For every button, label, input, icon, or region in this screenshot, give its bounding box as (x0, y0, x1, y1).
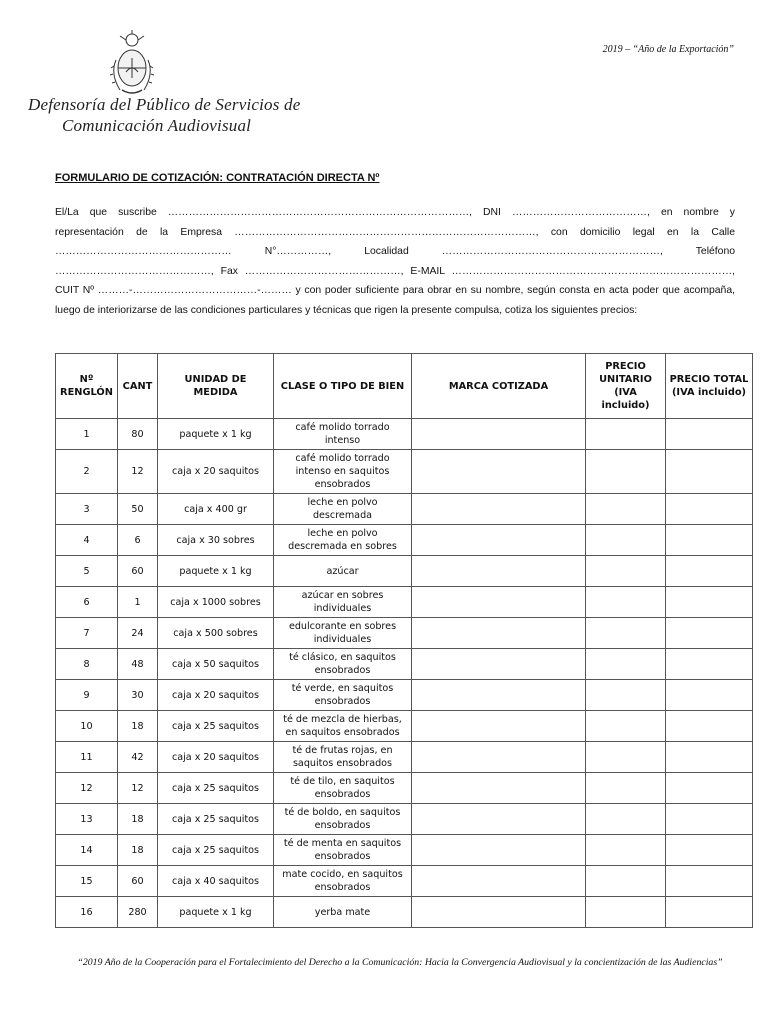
cell-renglon: 16 (56, 897, 118, 928)
cell-clase: mate cocido, en saquitos ensobrados (274, 866, 412, 897)
table-row (56, 618, 753, 649)
cell-cant: 42 (118, 742, 158, 773)
cell-renglon: 12 (56, 773, 118, 804)
cell-renglon: 15 (56, 866, 118, 897)
table-row (56, 587, 753, 618)
cell-marca-input[interactable] (412, 618, 586, 649)
table-row (56, 711, 753, 742)
cell-clase: café molido torrado intenso (274, 419, 412, 450)
organization-name-line1: Defensoría del Público de Servicios de (28, 95, 301, 114)
cell-cant: 18 (118, 804, 158, 835)
cell-precio-unitario-input[interactable] (586, 711, 666, 742)
table-header-row (56, 354, 753, 419)
cell-unidad: caja x 20 saquitos (158, 450, 274, 494)
cell-precio-total-input[interactable] (666, 866, 753, 897)
cell-unidad: caja x 50 saquitos (158, 649, 274, 680)
cell-clase: té de tilo, en saquitos ensobrados (274, 773, 412, 804)
cell-unidad: caja x 30 sobres (158, 525, 274, 556)
table-row (56, 494, 753, 525)
cell-renglon: 10 (56, 711, 118, 742)
cell-cant: 60 (118, 556, 158, 587)
cell-cant: 12 (118, 450, 158, 494)
cell-marca-input[interactable] (412, 866, 586, 897)
cell-renglon: 6 (56, 587, 118, 618)
cell-precio-total-input[interactable] (666, 587, 753, 618)
table-row (56, 680, 753, 711)
table-row (56, 649, 753, 680)
cell-renglon: 14 (56, 835, 118, 866)
cell-unidad: paquete x 1 kg (158, 419, 274, 450)
cell-precio-unitario-input[interactable] (586, 618, 666, 649)
cell-renglon: 7 (56, 618, 118, 649)
cell-precio-total-input[interactable] (666, 525, 753, 556)
cell-marca-input[interactable] (412, 742, 586, 773)
cell-marca-input[interactable] (412, 711, 586, 742)
cell-precio-unitario-input[interactable] (586, 866, 666, 897)
cell-cant: 30 (118, 680, 158, 711)
table-row (56, 866, 753, 897)
cell-precio-total-input[interactable] (666, 556, 753, 587)
footer-motto: “2019 Año de la Cooperación para el Fortalecimiento del Derecho a la Comunicación: Hacia la Convergencia Audiovisual y la concientización de las Audiencias” (77, 957, 723, 968)
cell-marca-input[interactable] (412, 680, 586, 711)
cell-precio-total-input[interactable] (666, 494, 753, 525)
cell-unidad: caja x 25 saquitos (158, 711, 274, 742)
header-unidad: UNIDAD DE MEDIDA (158, 354, 274, 419)
cell-unidad: paquete x 1 kg (158, 556, 274, 587)
cell-precio-total-input[interactable] (666, 773, 753, 804)
cell-marca-input[interactable] (412, 525, 586, 556)
table-row (56, 804, 753, 835)
cell-cant: 280 (118, 897, 158, 928)
cell-cant: 1 (118, 587, 158, 618)
cell-clase: té de boldo, en saquitos ensobrados (274, 804, 412, 835)
year-motto: 2019 – “Año de la Exportación” (602, 44, 734, 55)
cell-precio-unitario-input[interactable] (586, 556, 666, 587)
cell-precio-unitario-input[interactable] (586, 773, 666, 804)
cell-cant: 18 (118, 711, 158, 742)
cell-unidad: caja x 25 saquitos (158, 804, 274, 835)
cell-marca-input[interactable] (412, 587, 586, 618)
declaration-paragraph: El/La que suscribe ……………………………………………………………………………, DNI …………………………………, en nombre y representación de la Empresa ……………………………………………………………………………, con domicilio legal en la Calle …………………………………………… N°……………, Localidad ………………………………………………………, Teléfono ………………………………………, Fax ………………………………………, E-MAIL ………………………………………………………………………, CUIT Nº ………-………………………………-……… y con poder suficiente para obrar en su nombre, según consta en acta poder que acompaña, luego de interiorizarse de las condiciones particulares y técnicas que rigen la presente compulsa, cotiza los siguientes precios: (55, 207, 735, 316)
cell-precio-total-input[interactable] (666, 680, 753, 711)
cell-precio-unitario-input[interactable] (586, 680, 666, 711)
cell-clase: té clásico, en saquitos ensobrados (274, 649, 412, 680)
cell-precio-unitario-input[interactable] (586, 804, 666, 835)
table-row (56, 897, 753, 928)
cell-renglon: 2 (56, 450, 118, 494)
cell-cant: 6 (118, 525, 158, 556)
table-row (56, 556, 753, 587)
cell-renglon: 4 (56, 525, 118, 556)
cell-marca-input[interactable] (412, 773, 586, 804)
cell-unidad: caja x 25 saquitos (158, 773, 274, 804)
cell-clase: azúcar (274, 556, 412, 587)
cell-clase: té verde, en saquitos ensobrados (274, 680, 412, 711)
form-title: FORMULARIO DE COTIZACIÓN: CONTRATACIÓN DIRECTA Nº (55, 172, 380, 184)
cell-cant: 50 (118, 494, 158, 525)
cell-precio-unitario-input[interactable] (586, 419, 666, 450)
cell-clase: té de menta en saquitos ensobrados (274, 835, 412, 866)
cell-clase: leche en polvo descremada (274, 494, 412, 525)
organization-name (28, 94, 300, 136)
cell-renglon: 13 (56, 804, 118, 835)
cell-precio-total-input[interactable] (666, 419, 753, 450)
cell-cant: 18 (118, 835, 158, 866)
cell-unidad: caja x 20 saquitos (158, 742, 274, 773)
cell-clase: edulcorante en sobres individuales (274, 618, 412, 649)
cell-clase: yerba mate (274, 897, 412, 928)
cell-unidad: caja x 20 saquitos (158, 680, 274, 711)
cell-cant: 12 (118, 773, 158, 804)
cell-renglon: 3 (56, 494, 118, 525)
organization-name-line2: Comunicación Audiovisual (62, 116, 252, 135)
cell-precio-total-input[interactable] (666, 711, 753, 742)
header-cant: CANT (118, 354, 158, 419)
cell-unidad: paquete x 1 kg (158, 897, 274, 928)
cell-renglon: 8 (56, 649, 118, 680)
cell-precio-total-input[interactable] (666, 742, 753, 773)
cell-marca-input[interactable] (412, 897, 586, 928)
cell-renglon: 1 (56, 419, 118, 450)
cell-precio-unitario-input[interactable] (586, 525, 666, 556)
cell-precio-unitario-input[interactable] (586, 897, 666, 928)
cell-unidad: caja x 40 saquitos (158, 866, 274, 897)
cell-precio-total-input[interactable] (666, 618, 753, 649)
header-marca: MARCA COTIZADA (412, 354, 586, 419)
cell-unidad: caja x 400 gr (158, 494, 274, 525)
cell-marca-input[interactable] (412, 450, 586, 494)
cell-clase: leche en polvo descremada en sobres (274, 525, 412, 556)
cell-cant: 48 (118, 649, 158, 680)
cell-precio-unitario-input[interactable] (586, 494, 666, 525)
cell-unidad: caja x 1000 sobres (158, 587, 274, 618)
cell-renglon: 11 (56, 742, 118, 773)
cell-precio-total-input[interactable] (666, 649, 753, 680)
cell-cant: 24 (118, 618, 158, 649)
table-row (56, 742, 753, 773)
table-row (56, 419, 753, 450)
table-row (56, 835, 753, 866)
cell-precio-total-input[interactable] (666, 804, 753, 835)
cell-marca-input[interactable] (412, 556, 586, 587)
cell-precio-total-input[interactable] (666, 450, 753, 494)
cell-clase: té de mezcla de hierbas, en saquitos ensobrados (274, 711, 412, 742)
cell-renglon: 9 (56, 680, 118, 711)
cell-clase: té de frutas rojas, en saquitos ensobrados (274, 742, 412, 773)
header-renglon: Nº RENGLÓN (56, 354, 118, 419)
table-row (56, 525, 753, 556)
cell-cant: 60 (118, 866, 158, 897)
header-precio-unitario: PRECIO UNITARIO (IVA incluido) (586, 354, 666, 419)
header-clase: CLASE O TIPO DE BIEN (274, 354, 412, 419)
cell-unidad: caja x 25 saquitos (158, 835, 274, 866)
cell-cant: 80 (118, 419, 158, 450)
cell-marca-input[interactable] (412, 494, 586, 525)
cell-precio-unitario-input[interactable] (586, 450, 666, 494)
cell-unidad: caja x 500 sobres (158, 618, 274, 649)
coat-of-arms-icon (104, 30, 160, 102)
cell-precio-total-input[interactable] (666, 897, 753, 928)
header-precio-total: PRECIO TOTAL (IVA incluido) (666, 354, 753, 419)
cell-marca-input[interactable] (412, 649, 586, 680)
cell-precio-total-input[interactable] (666, 835, 753, 866)
cell-marca-input[interactable] (412, 804, 586, 835)
cell-renglon: 5 (56, 556, 118, 587)
cell-marca-input[interactable] (412, 419, 586, 450)
table-row (56, 450, 753, 494)
cell-clase: azúcar en sobres individuales (274, 587, 412, 618)
table-row (56, 773, 753, 804)
cell-precio-unitario-input[interactable] (586, 742, 666, 773)
quotation-table (55, 353, 753, 928)
cell-clase: café molido torrado intenso en saquitos ensobrados (274, 450, 412, 494)
cell-precio-unitario-input[interactable] (586, 587, 666, 618)
cell-precio-unitario-input[interactable] (586, 649, 666, 680)
cell-marca-input[interactable] (412, 835, 586, 866)
cell-precio-unitario-input[interactable] (586, 835, 666, 866)
